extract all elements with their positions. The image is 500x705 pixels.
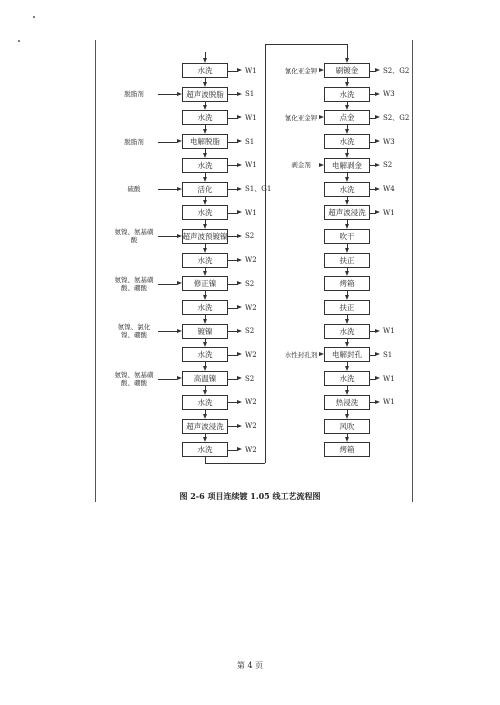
output-label: W1: [245, 66, 257, 75]
process-step-box: 修正镍: [182, 276, 228, 291]
input-arrow: [177, 139, 182, 143]
input-line: [158, 379, 177, 380]
input-arrow: [177, 92, 182, 96]
output-label: S2: [383, 161, 393, 170]
output-label: S2、G2: [383, 113, 410, 122]
input-line: [158, 284, 177, 285]
process-step-box: 超声波浸洗: [182, 419, 228, 434]
process-step-box: 水洗: [182, 442, 228, 457]
output-label: W1: [245, 113, 257, 122]
output-label: W2: [245, 256, 257, 265]
process-step-box: 高温镍: [182, 371, 228, 386]
link-arrow: [345, 58, 349, 63]
output-label: S2: [245, 279, 255, 288]
output-label: W1: [383, 327, 395, 336]
input-line: [158, 331, 177, 332]
process-step-box: 水洗: [324, 134, 370, 149]
process-step-box: 水洗: [324, 371, 370, 386]
process-step-box: 镀镍: [182, 324, 228, 339]
output-label: W1: [245, 208, 257, 217]
process-step-box: 刷镀金: [324, 63, 370, 78]
figure-caption: 图 2-6 项目连续镀 1.05 线工艺流程图: [179, 491, 321, 501]
output-arrow: [237, 424, 242, 428]
output-label: S2、G2: [383, 66, 410, 75]
input-arrow: [177, 376, 182, 380]
output-label: S1: [383, 350, 393, 359]
output-label: W1: [383, 398, 395, 407]
process-step-box: 超声波脱脂: [182, 87, 228, 102]
process-step-box: 活化: [182, 182, 228, 197]
output-label: W3: [383, 137, 395, 146]
output-label: W2: [245, 445, 257, 454]
output-arrow: [237, 352, 242, 356]
process-step-box: 水洗: [324, 182, 370, 197]
output-arrow: [375, 163, 380, 167]
process-step-box: 水洗: [182, 205, 228, 220]
output-label: S1: [245, 137, 255, 146]
input-label: 脱脂剂: [124, 137, 144, 146]
input-label: 氨镍、氯化镍、硼酸: [117, 323, 151, 340]
output-arrow: [237, 281, 242, 285]
process-step-box: 扶正: [324, 253, 370, 268]
output-label: W4: [383, 185, 395, 193]
output-arrow: [375, 115, 380, 119]
process-step-box: 烤箱: [324, 276, 370, 291]
input-label: 水性封孔剂: [284, 350, 318, 359]
output-label: S1、G1: [245, 185, 272, 193]
input-label: 脱脂剂: [124, 90, 144, 99]
scan-speck: [18, 40, 20, 42]
process-step-box: 水洗: [182, 347, 228, 362]
output-arrow: [375, 187, 380, 191]
output-arrow: [237, 329, 242, 333]
output-arrow: [375, 400, 380, 404]
input-arrow: [177, 234, 182, 238]
process-step-box: 电解脱脂: [182, 134, 228, 149]
output-label: S1: [245, 90, 255, 99]
process-step-box: 水洗: [182, 158, 228, 173]
input-arrow: [177, 329, 182, 333]
process-step-box: 点金: [324, 110, 370, 125]
output-arrow: [375, 210, 380, 214]
output-label: W1: [383, 374, 395, 383]
output-arrow: [375, 376, 380, 380]
process-step-box: 电解封孔: [324, 347, 370, 362]
link-connector: [265, 44, 347, 45]
process-step-box: 水洗: [182, 110, 228, 125]
input-line: [158, 142, 177, 143]
output-arrow: [237, 305, 242, 309]
output-label: W2: [245, 350, 257, 359]
output-arrow: [375, 352, 380, 356]
output-arrow: [375, 68, 380, 72]
output-label: W2: [245, 303, 257, 312]
output-arrow: [237, 376, 242, 380]
output-arrow: [237, 234, 242, 238]
process-step-box: 热浸洗: [324, 395, 370, 410]
output-label: S2: [245, 232, 255, 241]
output-label: S2: [245, 327, 255, 336]
output-arrow: [375, 329, 380, 333]
entry-arrow: [203, 58, 207, 63]
process-step-box: 超声波预镀镍: [182, 229, 228, 244]
page-number: 第 4 页: [236, 661, 264, 670]
process-step-box: 烤箱: [324, 442, 370, 457]
output-arrow: [237, 258, 242, 262]
input-label: 氨镍、氨基磺酸、硼酸: [114, 370, 154, 387]
link-connector: [347, 44, 348, 58]
input-label: 氨镍、氨基磺酸: [114, 228, 154, 245]
output-label: W3: [383, 90, 395, 99]
scan-speck: [33, 16, 35, 18]
process-step-box: 水洗: [324, 87, 370, 102]
process-step-box: 扶正: [324, 300, 370, 315]
output-arrow: [237, 92, 242, 96]
output-arrow: [237, 187, 242, 191]
output-arrow: [237, 68, 242, 72]
link-connector: [205, 463, 265, 464]
process-step-box: 风吹: [324, 419, 370, 434]
output-label: W1: [383, 208, 395, 217]
input-arrow: [177, 187, 182, 191]
input-label: 氰化亚金钾: [284, 113, 318, 122]
input-label: 氰化亚金钾: [284, 66, 318, 75]
output-arrow: [375, 92, 380, 96]
process-step-box: 水洗: [182, 300, 228, 315]
output-label: S2: [245, 374, 255, 383]
output-label: W1: [245, 161, 257, 170]
input-line: [158, 236, 177, 237]
output-label: W2: [245, 422, 257, 430]
process-step-box: 电解剥金: [324, 158, 370, 173]
process-step-box: 吹干: [324, 229, 370, 244]
process-step-box: 超声波浸洗: [324, 205, 370, 220]
output-arrow: [237, 447, 242, 451]
input-label: 剥金剂: [291, 161, 311, 170]
input-arrow: [177, 281, 182, 285]
process-step-box: 水洗: [182, 63, 228, 78]
process-step-box: 水洗: [182, 253, 228, 268]
input-label: 硫酸: [127, 185, 141, 193]
output-arrow: [375, 139, 380, 143]
input-label: 氨镍、氨基磺酸、硼酸: [114, 275, 154, 292]
input-line: [158, 94, 177, 95]
process-step-box: 水洗: [324, 324, 370, 339]
output-arrow: [237, 210, 242, 214]
process-step-box: 水洗: [182, 395, 228, 410]
output-arrow: [237, 115, 242, 119]
output-arrow: [237, 163, 242, 167]
output-arrow: [237, 400, 242, 404]
output-label: W2: [245, 398, 257, 407]
input-line: [158, 189, 177, 190]
link-connector: [265, 44, 266, 463]
output-arrow: [237, 139, 242, 143]
